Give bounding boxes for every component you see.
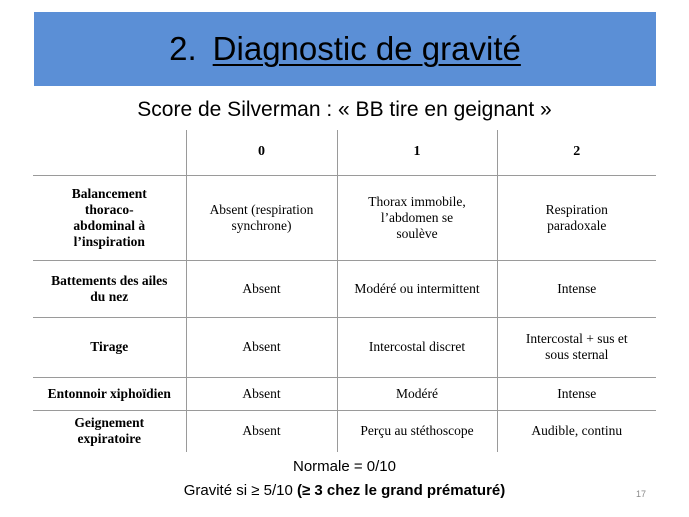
gravity-threshold-note xyxy=(0,482,689,499)
table-row xyxy=(33,260,656,317)
score-2-cell: Intense xyxy=(497,260,656,317)
table-header-cell xyxy=(33,130,186,175)
table-header-cell: 2 xyxy=(497,130,656,175)
score-2-cell: Intercostal + sus et sous sternal xyxy=(497,317,656,377)
premature-threshold-text: (≥ 3 chez le grand prématuré) xyxy=(296,482,506,499)
table-row xyxy=(33,377,656,410)
table-header-row xyxy=(33,130,656,175)
score-0-cell: Absent (respiration synchrone) xyxy=(186,175,337,260)
criterion-cell: Battements des ailes du nez xyxy=(33,260,186,317)
criterion-cell: Balancement thoraco- abdominal à l’inspiration xyxy=(33,175,186,260)
slide-title-bar xyxy=(34,12,656,86)
score-0-cell: Absent xyxy=(186,260,337,317)
criterion-cell: Geignement expiratoire xyxy=(33,410,186,452)
score-2-cell: Respiration paradoxale xyxy=(497,175,656,260)
score-2-cell: Intense xyxy=(497,377,656,410)
slide-title: Diagnostic de gravité xyxy=(212,30,521,67)
score-1-cell: Intercostal discret xyxy=(337,317,497,377)
page-number: 17 xyxy=(636,489,647,499)
criterion-cell: Tirage xyxy=(33,317,186,377)
slide-subtitle: Score de Silverman : « BB tire en geignant » xyxy=(137,98,552,121)
score-1-cell: Modéré ou intermittent xyxy=(337,260,497,317)
table-header-cell: 0 xyxy=(186,130,337,175)
score-0-cell: Absent xyxy=(186,377,337,410)
table-row xyxy=(33,317,656,377)
table-header-cell: 1 xyxy=(337,130,497,175)
score-1-cell: Modéré xyxy=(337,377,497,410)
score-0-cell: Absent xyxy=(186,317,337,377)
table-row xyxy=(33,175,656,260)
score-0-cell: Absent xyxy=(186,410,337,452)
normal-score-note: Normale = 0/10 xyxy=(293,458,396,475)
score-1-cell: Thorax immobile, l’abdomen se soulève xyxy=(337,175,497,260)
score-2-cell: Audible, continu xyxy=(497,410,656,452)
table-row xyxy=(33,410,656,452)
silverman-score-table xyxy=(33,130,656,452)
score-1-cell: Perçu au stéthoscope xyxy=(337,410,497,452)
criterion-cell: Entonnoir xiphoïdien xyxy=(33,377,186,410)
slide-title-number: 2. xyxy=(169,30,197,67)
gravity-threshold-text: Gravité si ≥ 5/10 xyxy=(183,482,297,499)
